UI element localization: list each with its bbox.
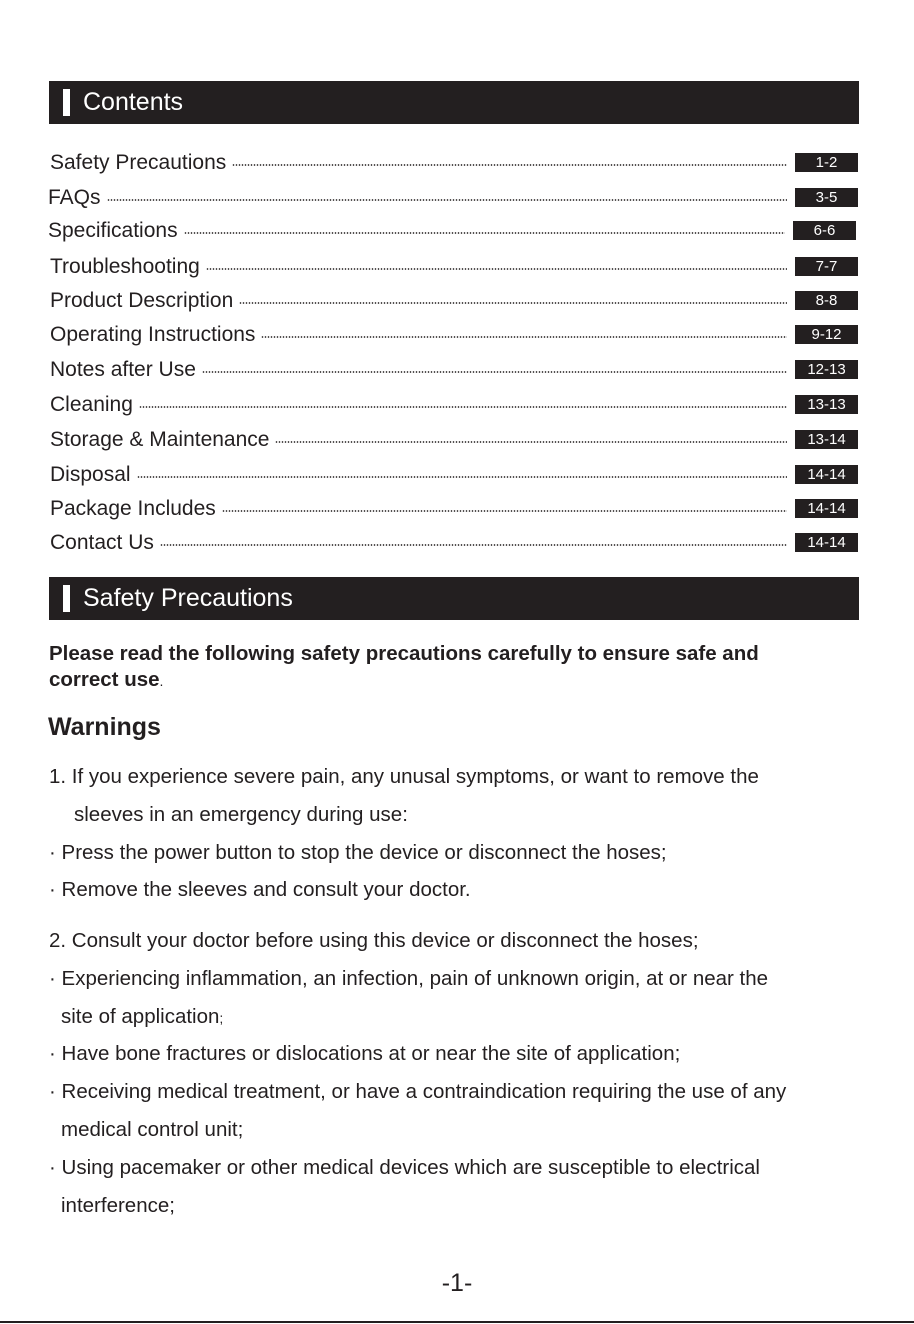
intro-paragraph xyxy=(49,641,859,694)
warning-bullet: · Remove the sleeves and consult your doctor. xyxy=(49,878,471,901)
toc-page-badge: 7-7 xyxy=(795,257,858,276)
bottom-rule xyxy=(0,1321,914,1323)
toc-label: Package Includes xyxy=(50,496,216,520)
toc-leader-dots xyxy=(232,164,787,166)
warning-bullet: · Using pacemaker or other medical devices which are susceptible to electrical xyxy=(49,1156,760,1179)
toc-leader-dots xyxy=(107,199,787,201)
toc-row-contact-us[interactable] xyxy=(50,529,858,555)
intro-line-period: . xyxy=(159,673,164,689)
warning-bullet-continuation-text: site of application xyxy=(61,1005,220,1028)
warning-bullet-continuation: medical control unit; xyxy=(61,1118,244,1141)
warning-bullet: · Have bone fractures or dislocations at or near the site of application; xyxy=(49,1042,681,1065)
toc-row-specifications[interactable] xyxy=(48,217,856,243)
intro-line xyxy=(49,667,859,694)
toc-leader-dots xyxy=(222,510,787,512)
toc-page-badge: 9-12 xyxy=(795,325,858,344)
toc-label: Disposal xyxy=(50,462,131,486)
toc-page-badge: 13-14 xyxy=(795,430,858,449)
toc-page-badge: 14-14 xyxy=(795,533,858,552)
warning-item-continuation: sleeves in an emergency during use: xyxy=(74,803,408,826)
toc-page-badge: 3-5 xyxy=(795,188,858,207)
toc-row-faqs[interactable] xyxy=(48,184,858,210)
warning-item: 2. Consult your doctor before using this device or disconnect the hoses; xyxy=(49,929,699,952)
intro-line-text: correct use xyxy=(49,668,160,691)
toc-row-storage-maintenance[interactable] xyxy=(50,426,858,452)
toc-leader-dots xyxy=(261,336,787,338)
warning-bullet: · Experiencing inflammation, an infection, pain of unknown origin, at or near the xyxy=(49,967,769,990)
safety-header-bar xyxy=(49,577,859,620)
toc-row-package-includes[interactable] xyxy=(50,495,858,521)
toc-label: Cleaning xyxy=(50,392,133,416)
toc-page-badge: 6-6 xyxy=(793,221,856,240)
toc-row-product-description[interactable] xyxy=(50,287,858,313)
warning-bullet-continuation-punct: ; xyxy=(219,1010,224,1026)
toc-leader-dots xyxy=(137,476,787,478)
warning-bullet-continuation xyxy=(61,1004,223,1031)
toc-row-cleaning[interactable] xyxy=(50,391,858,417)
toc-row-safety-precautions[interactable] xyxy=(50,149,858,175)
toc-leader-dots xyxy=(206,268,787,270)
toc-label: Product Description xyxy=(50,288,234,312)
toc-label: Operating Instructions xyxy=(50,322,256,346)
toc-label: Contact Us xyxy=(50,530,154,554)
intro-line: Please read the following safety precautions carefully to ensure safe and xyxy=(49,642,759,665)
toc-label: FAQs xyxy=(48,185,101,209)
toc-page-badge: 1-2 xyxy=(795,153,858,172)
toc-leader-dots xyxy=(239,302,787,304)
safety-heading: Safety Precautions xyxy=(83,584,293,612)
warning-bullet: · Press the power button to stop the device or disconnect the hoses; xyxy=(49,841,667,864)
toc-leader-dots xyxy=(275,441,787,443)
toc-row-troubleshooting[interactable] xyxy=(50,253,858,279)
toc-leader-dots xyxy=(184,232,785,234)
contents-header-bar xyxy=(49,81,859,124)
header-marker xyxy=(63,89,70,116)
toc-label: Troubleshooting xyxy=(50,254,200,278)
toc-page-badge: 14-14 xyxy=(795,499,858,518)
warning-bullet: · Receiving medical treatment, or have a contraindication requiring the use of any xyxy=(49,1080,787,1103)
warning-bullet-continuation: interference; xyxy=(61,1194,175,1217)
toc-row-notes-after-use[interactable] xyxy=(50,356,858,382)
toc-label: Storage & Maintenance xyxy=(50,427,270,451)
page-number: -1- xyxy=(441,1269,473,1297)
toc-row-operating-instructions[interactable] xyxy=(50,321,858,347)
toc-page-badge: 13-13 xyxy=(795,395,858,414)
toc-label: Safety Precautions xyxy=(50,150,227,174)
toc-row-disposal[interactable] xyxy=(50,461,858,487)
toc-page-badge: 8-8 xyxy=(795,291,858,310)
toc-leader-dots xyxy=(202,371,787,373)
contents-heading: Contents xyxy=(83,88,184,116)
warnings-heading: Warnings xyxy=(48,713,161,741)
toc-leader-dots xyxy=(139,406,787,408)
warning-item: 1. If you experience severe pain, any unusal symptoms, or want to remove the xyxy=(49,765,759,788)
toc-leader-dots xyxy=(160,544,787,546)
header-marker xyxy=(63,585,70,612)
toc-page-badge: 12-13 xyxy=(795,360,858,379)
toc-page-badge: 14-14 xyxy=(795,465,858,484)
toc-label: Specifications xyxy=(48,218,178,242)
toc-label: Notes after Use xyxy=(50,357,196,381)
